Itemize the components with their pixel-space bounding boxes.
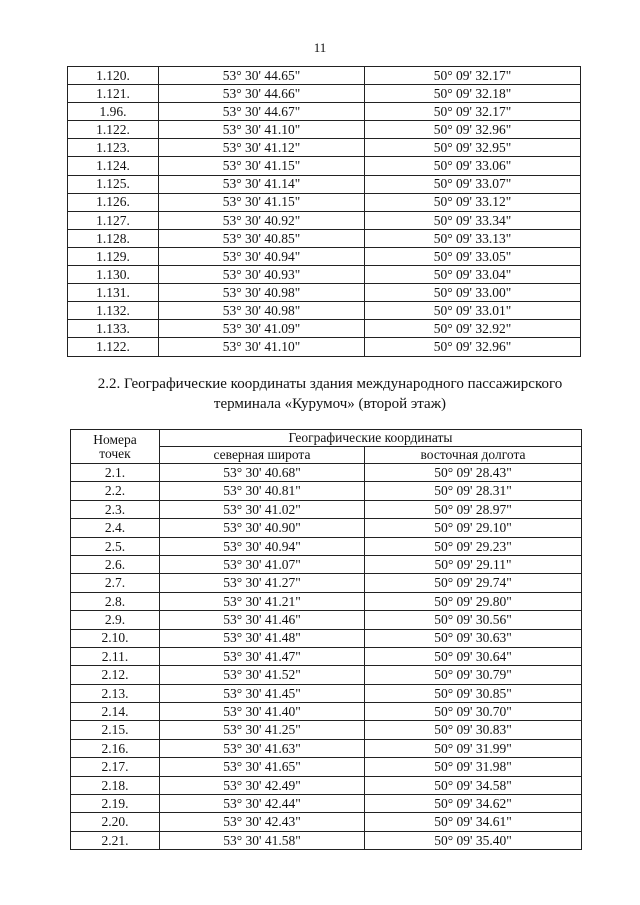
- longitude-cell: 50° 09' 32.17": [365, 67, 581, 85]
- point-number-cell: 2.4.: [71, 519, 160, 537]
- point-number-cell: 2.9.: [71, 611, 160, 629]
- table-row: [68, 139, 581, 157]
- point-number-cell: 1.132.: [68, 302, 159, 320]
- table-row: [68, 320, 581, 338]
- point-number-cell: 1.125.: [68, 175, 159, 193]
- table-row: [71, 592, 582, 610]
- point-number-cell: 1.96.: [68, 103, 159, 121]
- table-row: [68, 338, 581, 356]
- latitude-cell: 53° 30' 41.12": [159, 139, 365, 157]
- point-number-cell: 2.1.: [71, 464, 160, 482]
- longitude-cell: 50° 09' 28.31": [365, 482, 582, 500]
- longitude-cell: 50° 09' 29.80": [365, 592, 582, 610]
- table-row: [68, 157, 581, 175]
- table-row: [68, 121, 581, 139]
- page-number: 11: [313, 40, 327, 55]
- longitude-cell: 50° 09' 30.70": [365, 703, 582, 721]
- latitude-cell: 53° 30' 42.43": [160, 813, 365, 831]
- latitude-cell: 53° 30' 41.10": [159, 338, 365, 356]
- point-number-cell: 2.11.: [71, 647, 160, 665]
- longitude-cell: 50° 09' 33.01": [365, 302, 581, 320]
- latitude-cell: 53° 30' 40.94": [160, 537, 365, 555]
- latitude-cell: 53° 30' 44.67": [159, 103, 365, 121]
- longitude-cell: 50° 09' 34.58": [365, 776, 582, 794]
- longitude-cell: 50° 09' 28.97": [365, 500, 582, 518]
- longitude-cell: 50° 09' 33.13": [365, 229, 581, 247]
- longitude-cell: 50° 09' 30.64": [365, 647, 582, 665]
- point-number-cell: 2.20.: [71, 813, 160, 831]
- table-row: [71, 666, 582, 684]
- table-row: [71, 721, 582, 739]
- point-number-cell: 1.129.: [68, 247, 159, 265]
- latitude-cell: 53° 30' 41.15": [159, 157, 365, 175]
- table-row: [71, 574, 582, 592]
- latitude-cell: 53° 30' 42.44": [160, 795, 365, 813]
- longitude-cell: 50° 09' 33.06": [365, 157, 581, 175]
- point-number-cell: 2.7.: [71, 574, 160, 592]
- latitude-cell: 53° 30' 41.15": [159, 193, 365, 211]
- second-floor-coordinates-table: [70, 429, 582, 850]
- point-numbers-header-line-2: точек: [99, 445, 131, 461]
- latitude-cell: 53° 30' 41.27": [160, 574, 365, 592]
- coordinates-table-continued: [67, 66, 581, 357]
- table-row: [71, 813, 582, 831]
- table-row: [71, 647, 582, 665]
- point-number-cell: 2.6.: [71, 555, 160, 573]
- longitude-cell: 50° 09' 32.95": [365, 139, 581, 157]
- point-number-cell: 2.14.: [71, 703, 160, 721]
- point-numbers-header: [71, 430, 160, 464]
- table-row: [71, 464, 582, 482]
- point-number-cell: 2.16.: [71, 739, 160, 757]
- latitude-cell: 53° 30' 41.02": [160, 500, 365, 518]
- table-row: [68, 302, 581, 320]
- latitude-cell: 53° 30' 40.68": [160, 464, 365, 482]
- point-number-cell: 1.127.: [68, 211, 159, 229]
- table-row: [71, 555, 582, 573]
- latitude-cell: 53° 30' 41.10": [159, 121, 365, 139]
- longitude-cell: 50° 09' 32.96": [365, 121, 581, 139]
- longitude-cell: 50° 09' 30.79": [365, 666, 582, 684]
- table-row: [71, 629, 582, 647]
- point-number-cell: 2.15.: [71, 721, 160, 739]
- latitude-cell: 53° 30' 44.66": [159, 85, 365, 103]
- latitude-cell: 53° 30' 41.21": [160, 592, 365, 610]
- latitude-cell: 53° 30' 40.92": [159, 211, 365, 229]
- point-number-cell: 2.3.: [71, 500, 160, 518]
- table-row: [71, 758, 582, 776]
- point-number-cell: 2.17.: [71, 758, 160, 776]
- latitude-cell: 53° 30' 40.85": [159, 229, 365, 247]
- point-number-cell: 1.122.: [68, 121, 159, 139]
- table-row: [68, 211, 581, 229]
- longitude-cell: 50° 09' 33.34": [365, 211, 581, 229]
- latitude-cell: 53° 30' 40.81": [160, 482, 365, 500]
- latitude-cell: 53° 30' 41.63": [160, 739, 365, 757]
- longitude-cell: 50° 09' 30.63": [365, 629, 582, 647]
- point-number-cell: 1.133.: [68, 320, 159, 338]
- table-row: [71, 703, 582, 721]
- coordinates-table-body: [68, 67, 581, 357]
- longitude-cell: 50° 09' 32.96": [365, 338, 581, 356]
- section-heading-line-2: терминала «Курумоч» (второй этаж): [213, 396, 447, 412]
- longitude-cell: 50° 09' 33.12": [365, 193, 581, 211]
- point-number-cell: 2.2.: [71, 482, 160, 500]
- longitude-cell: 50° 09' 30.56": [365, 611, 582, 629]
- table-row: [68, 85, 581, 103]
- point-number-cell: 1.121.: [68, 85, 159, 103]
- latitude-cell: 53° 30' 42.49": [160, 776, 365, 794]
- longitude-cell: 50° 09' 32.17": [365, 103, 581, 121]
- latitude-cell: 53° 30' 40.93": [159, 266, 365, 284]
- point-number-cell: 1.122.: [68, 338, 159, 356]
- point-number-cell: 2.13.: [71, 684, 160, 702]
- latitude-cell: 53° 30' 41.45": [160, 684, 365, 702]
- point-number-cell: 2.21.: [71, 831, 160, 849]
- longitude-cell: 50° 09' 33.05": [365, 247, 581, 265]
- latitude-cell: 53° 30' 41.09": [159, 320, 365, 338]
- table-row: [71, 776, 582, 794]
- longitude-cell: 50° 09' 33.00": [365, 284, 581, 302]
- latitude-cell: 53° 30' 41.48": [160, 629, 365, 647]
- longitude-cell: 50° 09' 28.43": [365, 464, 582, 482]
- latitude-cell: 53° 30' 41.07": [160, 555, 365, 573]
- latitude-cell: 53° 30' 40.94": [159, 247, 365, 265]
- table-row: [71, 739, 582, 757]
- longitude-cell: 50° 09' 33.07": [365, 175, 581, 193]
- point-number-cell: 2.5.: [71, 537, 160, 555]
- coordinates-header: Географические координаты: [160, 430, 582, 447]
- table-row: [68, 229, 581, 247]
- latitude-cell: 53° 30' 41.58": [160, 831, 365, 849]
- point-number-cell: 1.128.: [68, 229, 159, 247]
- longitude-cell: 50° 09' 33.04": [365, 266, 581, 284]
- latitude-cell: 53° 30' 41.46": [160, 611, 365, 629]
- longitude-cell: 50° 09' 31.98": [365, 758, 582, 776]
- latitude-cell: 53° 30' 41.52": [160, 666, 365, 684]
- table-row: [68, 67, 581, 85]
- table-header: [71, 430, 582, 464]
- longitude-cell: 50° 09' 32.92": [365, 320, 581, 338]
- longitude-cell: 50° 09' 35.40": [365, 831, 582, 849]
- section-heading: [40, 374, 620, 414]
- point-number-cell: 1.124.: [68, 157, 159, 175]
- table-row: [68, 193, 581, 211]
- latitude-cell: 53° 30' 41.14": [159, 175, 365, 193]
- latitude-cell: 53° 30' 40.90": [160, 519, 365, 537]
- latitude-header: северная широта: [160, 447, 365, 464]
- table-row: [68, 175, 581, 193]
- point-number-cell: 1.130.: [68, 266, 159, 284]
- point-number-cell: 2.18.: [71, 776, 160, 794]
- point-number-cell: 2.19.: [71, 795, 160, 813]
- table-row: [71, 831, 582, 849]
- longitude-cell: 50° 09' 29.23": [365, 537, 582, 555]
- point-number-cell: 2.10.: [71, 629, 160, 647]
- table-row: [71, 482, 582, 500]
- point-number-cell: 1.120.: [68, 67, 159, 85]
- longitude-cell: 50° 09' 29.74": [365, 574, 582, 592]
- longitude-cell: 50° 09' 32.18": [365, 85, 581, 103]
- latitude-cell: 53° 30' 41.25": [160, 721, 365, 739]
- longitude-cell: 50° 09' 31.99": [365, 739, 582, 757]
- longitude-cell: 50° 09' 29.11": [365, 555, 582, 573]
- table-row: [71, 795, 582, 813]
- longitude-cell: 50° 09' 29.10": [365, 519, 582, 537]
- latitude-cell: 53° 30' 40.98": [159, 302, 365, 320]
- point-number-cell: 1.123.: [68, 139, 159, 157]
- point-number-cell: 1.126.: [68, 193, 159, 211]
- table-row: [68, 284, 581, 302]
- latitude-cell: 53° 30' 41.40": [160, 703, 365, 721]
- longitude-cell: 50° 09' 30.83": [365, 721, 582, 739]
- section-heading-line-1: 2.2. Географические координаты здания международного пассажирского: [97, 376, 563, 392]
- table-row: [71, 611, 582, 629]
- point-numbers-header-line-1: Номера: [93, 432, 137, 447]
- point-number-cell: 2.8.: [71, 592, 160, 610]
- longitude-header: восточная долгота: [365, 447, 582, 464]
- latitude-cell: 53° 30' 41.47": [160, 647, 365, 665]
- coordinates-table-body: [71, 464, 582, 850]
- table-row: [71, 519, 582, 537]
- table-header-row: [71, 430, 582, 447]
- longitude-cell: 50° 09' 34.62": [365, 795, 582, 813]
- table-row: [68, 266, 581, 284]
- latitude-cell: 53° 30' 41.65": [160, 758, 365, 776]
- table-row: [71, 500, 582, 518]
- table-row: [68, 103, 581, 121]
- table-row: [71, 537, 582, 555]
- longitude-cell: 50° 09' 30.85": [365, 684, 582, 702]
- table-row: [68, 247, 581, 265]
- latitude-cell: 53° 30' 44.65": [159, 67, 365, 85]
- table-row: [71, 684, 582, 702]
- point-number-cell: 1.131.: [68, 284, 159, 302]
- longitude-cell: 50° 09' 34.61": [365, 813, 582, 831]
- latitude-cell: 53° 30' 40.98": [159, 284, 365, 302]
- point-number-cell: 2.12.: [71, 666, 160, 684]
